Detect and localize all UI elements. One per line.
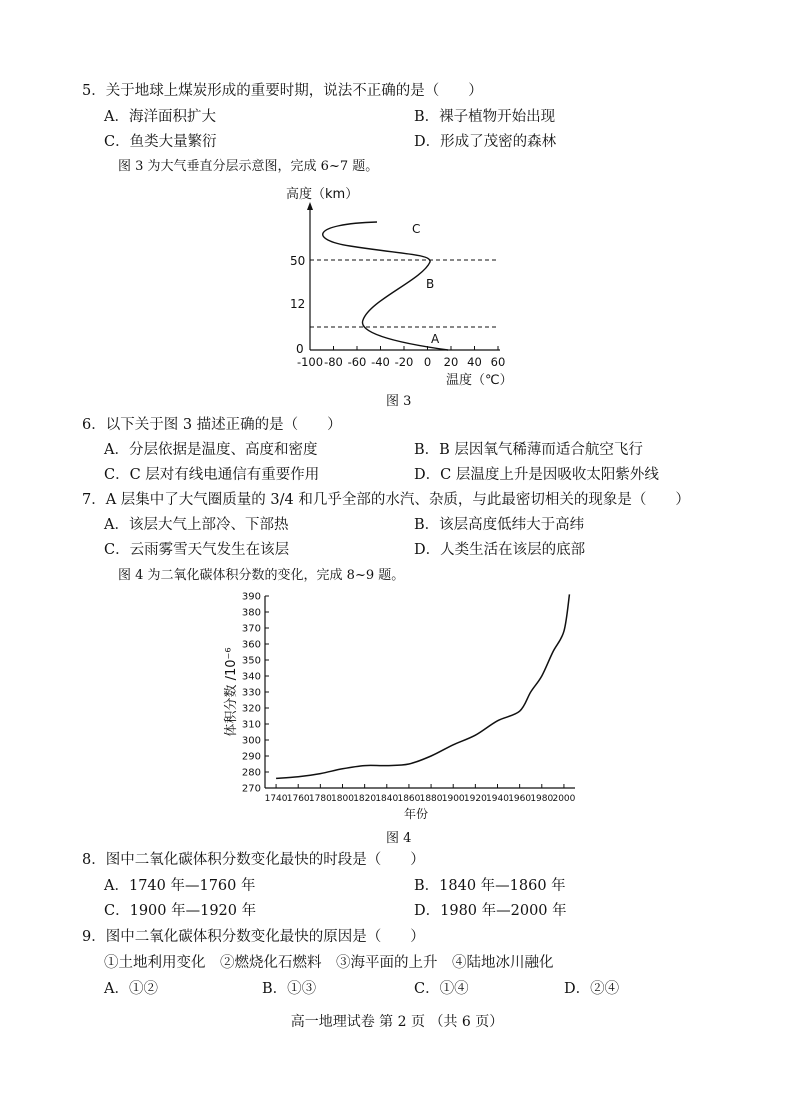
q8-option-b: B．1840 年—1860 年 [414, 878, 566, 894]
q5-option-c: C．鱼类大量繁衍 [104, 134, 217, 150]
fig3-layer-c: C [412, 222, 421, 236]
q7-option-a: A．该层大气上部冷、下部热 [104, 517, 289, 533]
fig3-caption: 图 3 [386, 394, 412, 409]
q9-option-d: D．②④ [564, 981, 620, 997]
q8-option-c: C．1900 年—1920 年 [104, 903, 257, 919]
co2-ytick-label: 370 [241, 623, 261, 635]
fig3-xtick-label: 40 [467, 355, 482, 369]
co2-xtick-label: 1960 [508, 794, 532, 804]
q9-option-b: B．①③ [262, 981, 317, 997]
fig3-layer-b: B [426, 277, 435, 291]
fig3-xtick-label: -100 [296, 355, 324, 369]
q9-statements: ①土地利用变化 ②燃烧化石燃料 ③海平面的上升 ④陆地冰川融化 [104, 955, 554, 971]
co2-ytick-label: 340 [241, 671, 261, 683]
co2-xtick-label: 1920 [463, 794, 487, 804]
co2-xtick-label: 1940 [486, 794, 509, 804]
q9-option-a: A．①② [104, 981, 158, 997]
fig3-ytick-0: 0 [296, 342, 304, 356]
q8-stem: 8．图中二氧化碳体积分数变化最快的时段是（ ） [82, 852, 425, 868]
co2-xtick-label: 1860 [397, 794, 421, 804]
co2-xtick-label: 1840 [375, 794, 399, 804]
co2-ytick-label: 290 [241, 751, 261, 763]
fig3-xtick-label: 20 [443, 355, 459, 369]
q7-option-b: B．该层高度低纬大于高纬 [414, 517, 585, 533]
fig3-xtick-label: -80 [324, 355, 343, 369]
co2-ytick-label: 320 [241, 703, 261, 715]
q5-option-a: A．海洋面积扩大 [104, 109, 216, 125]
co2-ytick-label: 350 [241, 655, 261, 667]
q6-option-a: A．分层依据是温度、高度和密度 [104, 442, 318, 458]
co2-ylabel: 体积分数 /10⁻⁶ [224, 647, 239, 737]
q8-option-d: D．1980 年—2000 年 [414, 903, 567, 919]
fig3-xtick-label: -40 [371, 355, 390, 369]
co2-xtick-label: 1740 [264, 794, 288, 804]
q9-option-c: C．①④ [414, 981, 469, 997]
fig3-ytick-12: 12 [290, 297, 306, 311]
q5-stem: 5．关于地球上煤炭形成的重要时期，说法不正确的是（ ） [82, 83, 483, 99]
fig3-ytick-50: 50 [290, 254, 306, 268]
co2-ytick-label: 390 [241, 591, 261, 603]
q5-option-b: B．裸子植物开始出现 [414, 109, 556, 125]
fig4-intro: 图 4 为二氧化碳体积分数的变化，完成 8~9 题。 [118, 568, 405, 583]
q7-option-c: C．云雨雾雪天气发生在该层 [104, 542, 290, 558]
fig3-xtick-label: 0 [423, 355, 432, 369]
figure-3-atmosphere-diagram [270, 180, 520, 390]
co2-xtick-label: 1780 [308, 794, 332, 804]
fig3-ylabel: 高度（km） [286, 187, 359, 202]
co2-xtick-label: 1900 [441, 794, 465, 804]
fig3-y-arrow [307, 202, 313, 210]
fig3-xtick-label: -20 [394, 355, 414, 369]
co2-xtick-label: 1980 [530, 794, 554, 804]
q7-stem: 7．A 层集中了大气圈质量的 3/4 和几乎全部的水汽、杂质，与此最密切相关的现象是（ ） [82, 492, 690, 508]
page-footer: 高一地理试卷 第 2 页 （共 6 页） [290, 1014, 504, 1030]
q8-option-a: A．1740 年—1760 年 [104, 878, 256, 894]
fig3-layer-a: A [431, 332, 440, 346]
co2-ytick-label: 270 [241, 783, 261, 795]
q9-stem: 9．图中二氧化碳体积分数变化最快的原因是（ ） [82, 929, 425, 945]
fig3-xtick-label: -60 [347, 355, 367, 369]
q6-stem: 6．以下关于图 3 描述正确的是（ ） [82, 417, 342, 433]
co2-xtick-label: 1760 [286, 794, 310, 804]
q5-option-d: D．形成了茂密的森林 [414, 134, 557, 150]
q6-option-b: B．B 层因氧气稀薄而适合航空飞行 [414, 442, 643, 458]
co2-ytick-label: 360 [241, 639, 261, 651]
co2-ytick-label: 330 [241, 687, 261, 699]
q6-option-c: C．C 层对有线电通信有重要作用 [104, 467, 320, 483]
co2-ytick-label: 310 [241, 719, 261, 731]
co2-xtick-label: 1820 [353, 794, 377, 804]
q7-option-d: D．人类生活在该层的底部 [414, 542, 586, 558]
co2-xtick-label: 2000 [552, 794, 576, 804]
co2-xtick-label: 1800 [331, 794, 354, 804]
co2-xtick-label: 1880 [419, 794, 443, 804]
fig3-xtick-label: 60 [490, 355, 506, 369]
fig3-intro: 图 3 为大气垂直分层示意图，完成 6~7 题。 [118, 159, 379, 174]
co2-ytick-label: 300 [241, 735, 261, 747]
q6-option-d: D．C 层温度上升是因吸收太阳紫外线 [414, 467, 659, 483]
co2-ytick-label: 380 [241, 607, 261, 619]
co2-series-line [276, 594, 569, 778]
co2-xlabel: 年份 [403, 807, 429, 821]
fig3-xlabel: 温度（℃） [446, 373, 513, 388]
co2-ytick-label: 280 [241, 767, 261, 779]
figure-4-co2-chart [215, 588, 585, 824]
fig4-caption: 图 4 [386, 831, 412, 846]
